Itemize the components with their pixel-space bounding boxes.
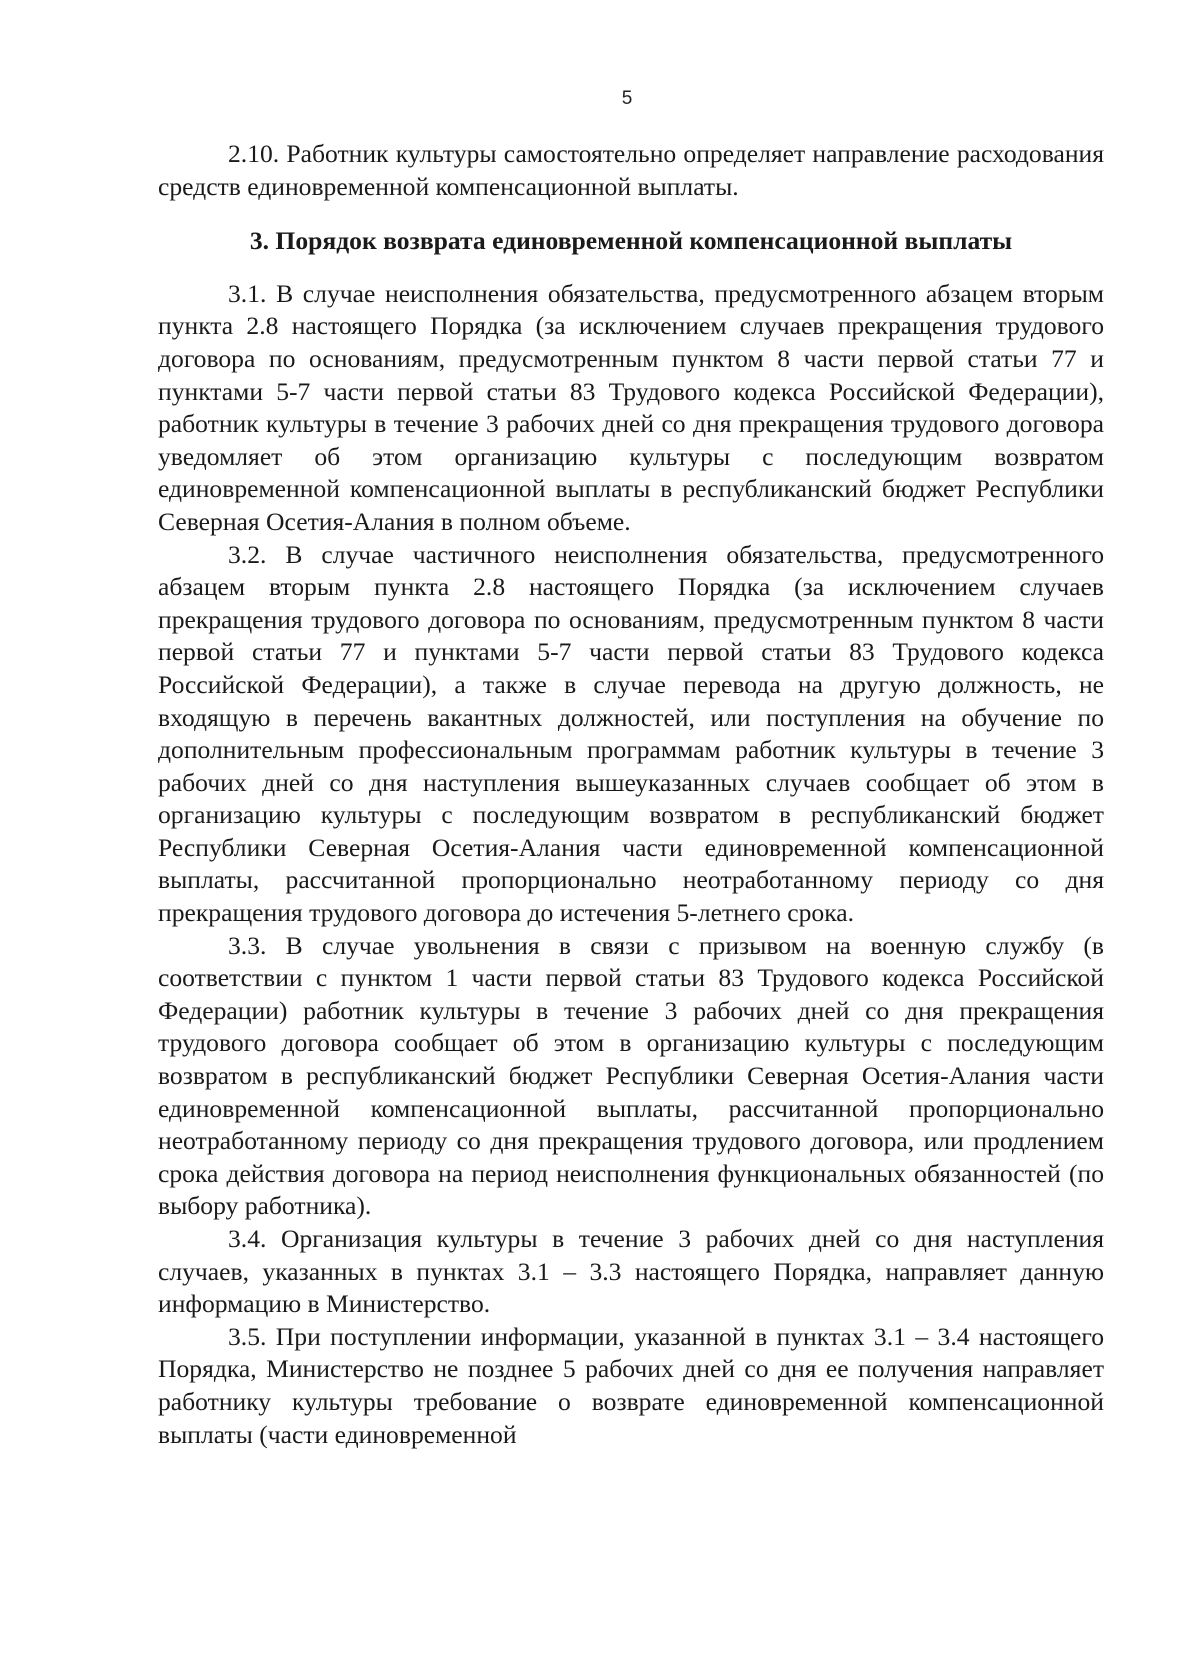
paragraph-3-5: 3.5. При поступлении информации, указанной в пунктах 3.1 – 3.4 настоящего Порядка, Министерство не позднее 5 рабочих дней со дня ее получения направляет работнику культуры требование о возврате единовременной компенсационной выплаты (части единовременной [158, 1321, 1104, 1449]
section-heading: 3. Порядок возврата единовременной компенсационной выплаты [249, 226, 1013, 256]
paragraph-3-1: 3.1. В случае неисполнения обязательства, предусмотренного абзацем вторым пункта 2.8 настоящего Порядка (за исключением случаев прекращения трудового договора по основаниям, предусмотренным пунктом 8 части первой статьи 77 и пунктами 5-7 части первой статьи 83 Трудового кодекса Российской Федерации), работник культуры в течение 3 рабочих дней со дня прекращения трудового договора уведомляет об этом организацию культуры с последующим возвратом единовременной компенсационной выплаты в республиканский бюджет Республики Северная Осетия-Алания в полном объеме. [158, 278, 1104, 536]
paragraph-3-2: 3.2. В случае частичного неисполнения обязательства, предусмотренного абзацем вторым пункта 2.8 настоящего Порядка (за исключением случаев прекращения трудового договора по основаниям, предусмотренным пунктом 8 части первой статьи 77 и пунктами 5-7 части первой статьи 83 Трудового кодекса Российской Федерации), а также в случае перевода на другую должность, не входящую в перечень вакантных должностей, или поступления на обучение по дополнительным профессиональным программам работник культуры в течение 3 рабочих дней со дня наступления вышеуказанных случаев сообщает об этом в организацию культуры с последующим возвратом в республиканский бюджет Республики Северная Осетия-Алания части единовременной компенсационной выплаты, рассчитанной пропорционально неотработанному периоду со дня прекращения трудового договора до истечения 5-летнего срока. [158, 539, 1104, 928]
paragraph-3-3: 3.3. В случае увольнения в связи с призывом на военную службу (в соответствии с пунктом 1 части первой статьи 83 Трудового кодекса Российской Федерации) работник культуры в течение 3 рабочих дней со дня прекращения трудового договора сообщает об этом в организацию культуры с последующим возвратом в республиканский бюджет Республики Северная Осетия-Алания части единовременной компенсационной выплаты, рассчитанной пропорционально неотработанному периоду со дня прекращения трудового договора, или продлением срока действия договора на период неисполнения функциональных обязанностей (по выбору работника). [158, 930, 1104, 1221]
document-body [158, 138, 1104, 1451]
paragraph-2-10: 2.10. Работник культуры самостоятельно определяет направление расходования средств единовременной компенсационной выплаты. [158, 139, 1104, 201]
page-number: 5 [621, 88, 633, 109]
paragraph-3-4: 3.4. Организация культуры в течение 3 рабочих дней со дня наступления случаев, указанных в пунктах 3.1 – 3.3 настоящего Порядка, направляет данную информацию в Министерство. [158, 1224, 1104, 1319]
